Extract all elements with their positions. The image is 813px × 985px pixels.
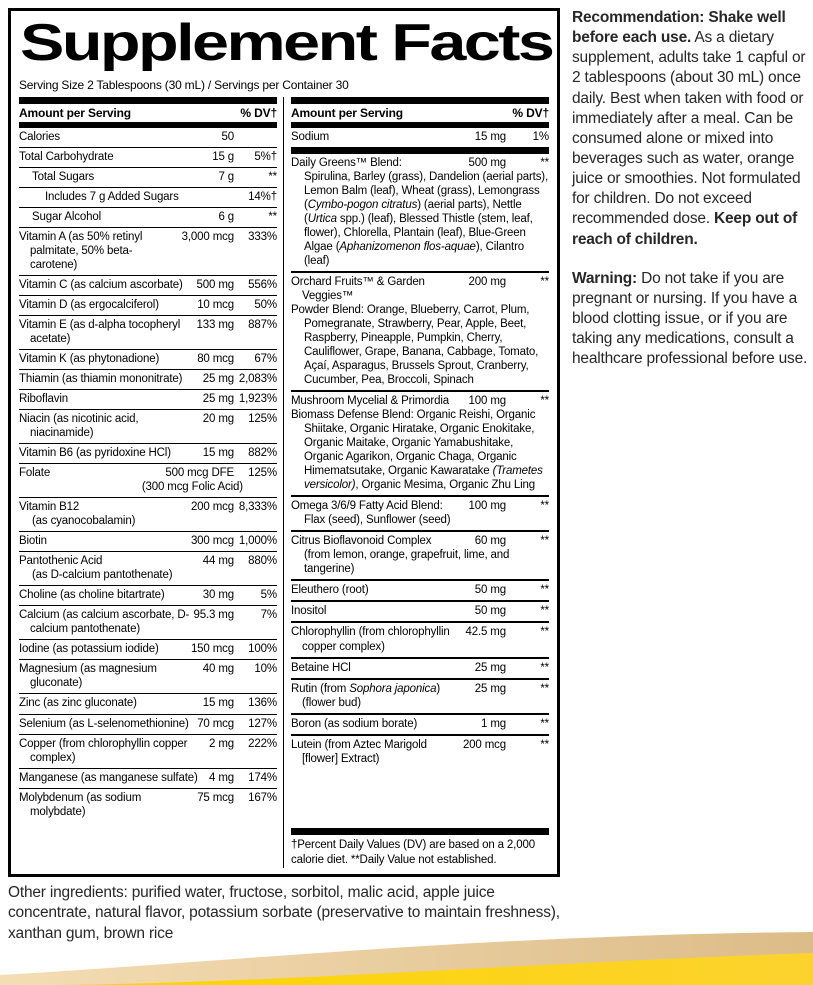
- nutrient-amount: 75 mcg: [197, 791, 234, 804]
- emphasis-text: Warning:: [572, 269, 637, 287]
- nutrient-name: Biotin: [19, 535, 47, 548]
- nutrient-name: Chlorophyllin (from chlorophyllin copper complex): [291, 626, 450, 653]
- nutrient-row-main: [19, 170, 277, 184]
- nutrient-row: [19, 768, 277, 788]
- nutrient-amount: 95.3 mg: [193, 609, 234, 622]
- nutrient-row: [19, 207, 277, 227]
- nutrient-row: [19, 788, 277, 822]
- nutrient-daily-value: 136%: [248, 697, 277, 710]
- nutrient-row: [19, 275, 277, 295]
- nutrient-amount: 60 mg: [474, 535, 506, 548]
- nutrient-detail: (from lemon, orange, grapefruit, lime, and tangerine): [304, 549, 510, 576]
- nutrient-daily-value: 222%: [248, 737, 277, 750]
- nutrient-name: Daily Greens™ Blend:: [291, 157, 402, 170]
- nutrient-row: [291, 147, 549, 271]
- nutrient-row-main: [19, 662, 277, 690]
- nutrient-row-main: [19, 771, 277, 785]
- nutrient-amount: 200 mg: [468, 276, 506, 289]
- nutrient-name: Vitamin A (as 50% retinyl palmitate, 50% beta-carotene): [19, 231, 143, 272]
- column-header-right: [291, 97, 549, 128]
- nutrient-amount: 133 mg: [196, 319, 234, 332]
- serving-size-line: Serving Size 2 Tablespoons (30 mL) / Servings per Container 30: [19, 78, 349, 92]
- nutrient-row: [19, 531, 277, 551]
- nutrient-row-main: [19, 392, 277, 406]
- nutrient-daily-value: 100%: [248, 643, 277, 656]
- nutrient-row: [291, 579, 549, 600]
- nutrient-row-main: [19, 717, 277, 731]
- nutrient-amount: 200 mcg: [462, 738, 506, 751]
- nutrient-row: [19, 605, 277, 639]
- nutrient-amount: 20 mg: [202, 413, 234, 426]
- nutrient-daily-value: 127%: [248, 717, 277, 730]
- facts-column-right: [284, 97, 549, 868]
- nutrient-row: [19, 147, 277, 167]
- nutrient-row-main: [291, 583, 549, 597]
- nutrient-row: [19, 551, 277, 585]
- emphasis-text: Recommendation: Shake well before each use.: [572, 9, 786, 47]
- nutrient-row: [19, 734, 277, 768]
- nutrient-amount: 25 mg: [202, 373, 234, 386]
- nutrient-row: [19, 128, 277, 147]
- nutrient-amount: 40 mg: [202, 663, 234, 676]
- nutrient-row: [19, 693, 277, 713]
- nutrient-name: Manganese (as manganese sulfate): [19, 771, 198, 784]
- nutrient-name: Pantothenic Acid: [19, 555, 103, 568]
- nutrient-amount: 15 mg: [474, 131, 506, 143]
- nutrient-row-main: [19, 190, 277, 204]
- nutrient-amount: 2 mg: [209, 737, 234, 750]
- nutrient-name: Includes 7 g Added Sugars: [45, 191, 179, 204]
- nutrient-daily-value: **: [540, 717, 549, 730]
- nutrient-name: Boron (as sodium borate): [291, 717, 418, 730]
- nutrient-row-main: [291, 661, 549, 675]
- nutrient-daily-value: 125%: [248, 467, 277, 480]
- nutrient-name: Riboflavin: [19, 393, 68, 406]
- nutrient-row-main: [291, 394, 549, 408]
- nutrient-row: [291, 713, 549, 734]
- nutrient-daily-value: **: [540, 395, 549, 408]
- percent-dv-header: % DV†: [512, 106, 549, 120]
- nutrient-row: [19, 463, 277, 497]
- nutrient-amount: 200 mcg: [190, 501, 234, 514]
- nutrient-name: Niacin (as nicotinic acid, niacinamide): [19, 413, 139, 440]
- nutrient-row-main: [19, 608, 277, 636]
- nutrient-daily-value: 556%: [248, 279, 277, 292]
- nutrient-row-main: [291, 275, 549, 303]
- nutrient-amount: 7 g: [218, 171, 234, 184]
- nutrient-row: [19, 639, 277, 659]
- nutrient-amount: 25 mg: [474, 661, 506, 674]
- nutrient-row: [19, 443, 277, 463]
- nutrient-row-main: [19, 534, 277, 548]
- nutrient-amount: 25 mg: [474, 682, 506, 695]
- nutrient-amount: 42.5 mg: [465, 626, 506, 639]
- nutrient-name: Total Sugars: [32, 171, 95, 184]
- nutrient-row: [19, 389, 277, 409]
- nutrient-row-main: [19, 318, 277, 346]
- nutrient-amount: 500 mcg DFE: [165, 467, 234, 480]
- nutrient-daily-value: 174%: [248, 771, 277, 784]
- nutrient-row: [19, 714, 277, 734]
- nutrient-row-main: [291, 738, 549, 766]
- nutrient-daily-value: 8,333%: [238, 501, 277, 514]
- nutrient-amount: 6 g: [218, 211, 234, 224]
- nutrient-row: [19, 315, 277, 349]
- nutrient-amount: 1 mg: [481, 717, 506, 730]
- nutrient-name: Omega 3/6/9 Fatty Acid Blend:: [291, 500, 443, 513]
- nutrient-amount: 100 mg: [468, 500, 506, 513]
- nutrient-amount: 150 mcg: [190, 643, 234, 656]
- nutrient-name: Calcium (as calcium ascorbate, D-calcium pantothenate): [19, 609, 190, 636]
- nutrient-row-main: [19, 466, 277, 480]
- nutrient-name: Rutin (from Sophora japonica) (flower bud): [291, 682, 441, 709]
- nutrient-amount: 80 mcg: [197, 353, 234, 366]
- nutrient-row: [19, 369, 277, 389]
- nutrient-row: [291, 621, 549, 656]
- nutrient-name: Thiamin (as thiamin mononitrate): [19, 373, 183, 386]
- nutrient-amount: 50: [221, 131, 234, 143]
- nutrient-name: Betaine HCl: [291, 661, 351, 674]
- nutrient-daily-value: 5%†: [254, 151, 277, 164]
- nutrient-amount: 15 mg: [202, 697, 234, 710]
- nutrient-amount: 44 mg: [202, 555, 234, 568]
- nutrient-row-main: [19, 352, 277, 366]
- other-ingredients-text: Other ingredients: purified water, fructose, sorbitol, malic acid, apple juice concentrate, natural flavor, potassium sorbate (preservative to maintain freshness), xanthan gum, brown rice: [8, 884, 560, 942]
- nutrient-row: [291, 390, 549, 495]
- nutrient-detail: (as cyanocobalamin): [32, 515, 136, 528]
- nutrient-daily-value: **: [540, 500, 549, 513]
- nutrient-name: Orchard Fruits™ & Garden Veggies™: [291, 276, 425, 303]
- panel-title: Supplement Facts: [20, 14, 553, 72]
- nutrient-daily-value: 1%: [532, 131, 549, 143]
- amount-per-serving-header: Amount per Serving: [291, 106, 403, 120]
- nutrient-name: Molybdenum (as sodium molybdate): [19, 791, 142, 818]
- nutrient-daily-value: 67%: [254, 353, 277, 366]
- nutrient-row: [291, 734, 549, 769]
- nutrient-row-main: [19, 642, 277, 656]
- nutrient-name: Mushroom Mycelial & Primordia: [291, 395, 449, 408]
- nutrient-daily-value: 167%: [248, 791, 277, 804]
- nutrient-detail: Powder Blend: Orange, Blueberry, Carrot, Plum, Pomegranate, Strawberry, Pear, Apple, Beet, Raspberry, Pineapple, Pumpkin, Cherry, Cauliflower, Grape, Banana, Cabbage, Tomato, Açaí, Asparagus, Brussels Sprout, Cranberry, Cucumber, Pea, Broccoli, Spinach: [291, 304, 539, 387]
- warning-text: [572, 269, 808, 370]
- nutrient-row-main: [291, 717, 549, 731]
- nutrient-name: Magnesium (as magnesium gluconate): [19, 663, 157, 690]
- facts-column-left: [19, 97, 284, 868]
- nutrient-row-main: [19, 500, 277, 514]
- nutrient-name: Inositol: [291, 605, 327, 618]
- supplement-facts-panel: [8, 8, 560, 877]
- nutrient-amount: 500 mg: [196, 279, 234, 292]
- nutrient-name: Vitamin B6 (as pyridoxine HCl): [19, 447, 171, 460]
- nutrient-row-main: [291, 534, 549, 548]
- nutrient-name: Calories: [19, 131, 60, 143]
- nutrient-daily-value: **: [540, 738, 549, 751]
- nutrient-daily-value: 333%: [248, 231, 277, 244]
- nutrient-row-main: [19, 791, 277, 819]
- nutrient-daily-value: **: [540, 682, 549, 695]
- daily-value-footnote: †Percent Daily Values (DV) are based on a 2,000 calorie diet. **Daily Value not established.: [291, 828, 549, 868]
- nutrient-amount: 70 mcg: [197, 717, 234, 730]
- nutrient-row-main: [19, 150, 277, 164]
- nutrient-daily-value: **: [540, 584, 549, 597]
- nutrient-name: Vitamin K (as phytonadione): [19, 353, 160, 366]
- nutrient-daily-value: 880%: [248, 555, 277, 568]
- nutrient-detail: (300 mcg Folic Acid): [141, 481, 243, 494]
- nutrient-amount: 50 mg: [474, 605, 506, 618]
- nutrient-row: [19, 659, 277, 693]
- nutrient-row-main: [19, 210, 277, 224]
- nutrient-row: [19, 585, 277, 605]
- nutrient-daily-value: 1,923%: [238, 393, 277, 406]
- nutrient-row: [19, 167, 277, 187]
- nutrient-daily-value: 2,083%: [238, 373, 277, 386]
- nutrient-row-main: [19, 372, 277, 386]
- nutrient-name: Citrus Bioflavonoid Complex: [291, 535, 432, 548]
- facts-columns: [19, 97, 549, 868]
- nutrient-row: [19, 295, 277, 315]
- nutrient-row-main: [291, 130, 549, 144]
- nutrient-row: [291, 530, 549, 579]
- nutrient-amount: 300 mcg: [190, 535, 234, 548]
- nutrient-name: Folate: [19, 467, 51, 480]
- nutrient-daily-value: 14%†: [248, 191, 277, 204]
- nutrient-name: Vitamin B12: [19, 501, 80, 514]
- nutrient-row: [291, 657, 549, 678]
- nutrient-amount: 50 mg: [474, 584, 506, 597]
- nutrient-row-main: [19, 278, 277, 292]
- nutrient-row: [291, 600, 549, 621]
- nutrient-row-main: [19, 298, 277, 312]
- nutrient-daily-value: **: [540, 626, 549, 639]
- nutrient-name: Eleuthero (root): [291, 584, 369, 597]
- nutrient-detail: Biomass Defense Blend: Organic Reishi, Organic Shiitake, Organic Hiratake, Organic Enokitake, Organic Maitake, Organic Yamabushitake, Organic Agarikon, Organic Chaga, Organic Himematsutake, Organic Kawaratake (Trametes versicolor), Organic Mesima, Organic Zhu Ling: [291, 409, 543, 492]
- nutrient-daily-value: 887%: [248, 319, 277, 332]
- body-text: Do not take if you are pregnant or nursing. If you have a blood clotting issue, or if you are taking any medications, consult a healthcare professional before use.: [572, 269, 808, 368]
- nutrient-amount: 15 mg: [202, 447, 234, 460]
- nutrient-name: Zinc (as zinc gluconate): [19, 697, 137, 710]
- nutrient-name: Sodium: [291, 131, 330, 143]
- nutrient-daily-value: 7%: [260, 609, 277, 622]
- nutrient-name: Vitamin E (as d-alpha tocopheryl acetate): [19, 319, 181, 346]
- body-text: As a dietary supplement, adults take 1 capful or 2 tablespoons (about 30 mL) once daily. Best when taken with food or immediately after a meal. Can be consumed alone or mixed into beverages such as water, orange juice or smoothies. Not formulated for children. Do not exceed recommended dose.: [572, 29, 806, 228]
- nutrient-row-main: [291, 499, 549, 513]
- decorative-waves: [0, 885, 813, 985]
- nutrient-rows-right: [291, 128, 549, 769]
- nutrient-daily-value: **: [540, 276, 549, 289]
- usage-sidebar: [572, 8, 808, 388]
- nutrient-daily-value: **: [268, 171, 277, 184]
- nutrient-row-main: [291, 156, 549, 170]
- nutrient-row: [19, 187, 277, 207]
- nutrient-row-main: [19, 130, 277, 144]
- nutrient-row-main: [19, 446, 277, 460]
- nutrient-name: Vitamin C (as calcium ascorbate): [19, 279, 183, 292]
- nutrient-rows-left: [19, 128, 277, 822]
- nutrient-amount: 500 mg: [468, 157, 506, 170]
- nutrient-daily-value: **: [540, 605, 549, 618]
- nutrient-row-main: [291, 682, 549, 710]
- nutrient-amount: 10 mcg: [197, 299, 234, 312]
- nutrient-row-main: [19, 554, 277, 568]
- percent-dv-header: % DV†: [240, 106, 277, 120]
- column-header-left: [19, 97, 277, 128]
- nutrient-daily-value: 882%: [248, 447, 277, 460]
- nutrient-daily-value: 50%: [254, 299, 277, 312]
- amount-per-serving-header: Amount per Serving: [19, 106, 131, 120]
- nutrient-row-main: [19, 588, 277, 602]
- nutrient-row: [19, 409, 277, 443]
- nutrient-daily-value: 10%: [254, 663, 277, 676]
- nutrient-daily-value: 5%: [260, 589, 277, 602]
- nutrient-amount: 3,000 mcg: [181, 231, 234, 244]
- nutrient-row: [291, 678, 549, 713]
- nutrient-row-main: [291, 625, 549, 653]
- nutrient-row: [19, 497, 277, 531]
- nutrient-daily-value: **: [268, 211, 277, 224]
- nutrient-amount: 15 g: [212, 151, 234, 164]
- nutrient-detail: Spirulina, Barley (grass), Dandelion (aerial parts), Lemon Balm (leaf), Wheat (grass), Lemongrass (Cymbo-pogon citratus) (aerial parts), Nettle (Urtica spp.) (leaf), Blessed Thistle (stem, leaf, flower), Chlorella, Plantain (leaf), Blue-Green Algae (Aphanizomenon flos-aquae), Cilantro (leaf): [304, 171, 549, 268]
- emphasis-text: Keep out of reach of children.: [572, 210, 798, 248]
- nutrient-row-main: [19, 230, 277, 272]
- nutrient-daily-value: **: [540, 535, 549, 548]
- nutrient-row: [291, 271, 549, 390]
- nutrient-name: Selenium (as L-selenomethionine): [19, 717, 189, 730]
- nutrient-amount: 30 mg: [202, 589, 234, 602]
- nutrient-detail: Flax (seed), Sunflower (seed): [304, 514, 451, 527]
- nutrient-row: [291, 128, 549, 147]
- nutrient-amount: 25 mg: [202, 393, 234, 406]
- nutrient-row: [291, 495, 549, 530]
- nutrient-row: [19, 349, 277, 369]
- nutrient-row-main: [19, 696, 277, 710]
- nutrient-name: Sugar Alcohol: [32, 211, 102, 224]
- nutrient-daily-value: 1,000%: [238, 535, 277, 548]
- nutrient-amount: 100 mg: [468, 395, 506, 408]
- nutrient-daily-value: 125%: [248, 413, 277, 426]
- nutrient-name: Copper (from chlorophyllin copper complex): [19, 737, 188, 764]
- nutrient-daily-value: **: [540, 157, 549, 170]
- nutrient-name: Iodine (as potassium iodide): [19, 643, 159, 656]
- nutrient-amount: 4 mg: [209, 771, 234, 784]
- nutrient-row-main: [19, 737, 277, 765]
- nutrient-detail: (as D-calcium pantothenate): [32, 569, 173, 582]
- nutrient-name: Total Carbohydrate: [19, 151, 114, 164]
- nutrient-name: Lutein (from Aztec Marigold [flower] Extract): [291, 738, 427, 765]
- recommendation-text: [572, 8, 808, 250]
- nutrient-row-main: [291, 604, 549, 618]
- nutrient-name: Vitamin D (as ergocalciferol): [19, 299, 159, 312]
- nutrient-name: Choline (as choline bitartrate): [19, 589, 165, 602]
- nutrient-row-main: [19, 412, 277, 440]
- nutrient-daily-value: **: [540, 661, 549, 674]
- nutrient-row: [19, 227, 277, 275]
